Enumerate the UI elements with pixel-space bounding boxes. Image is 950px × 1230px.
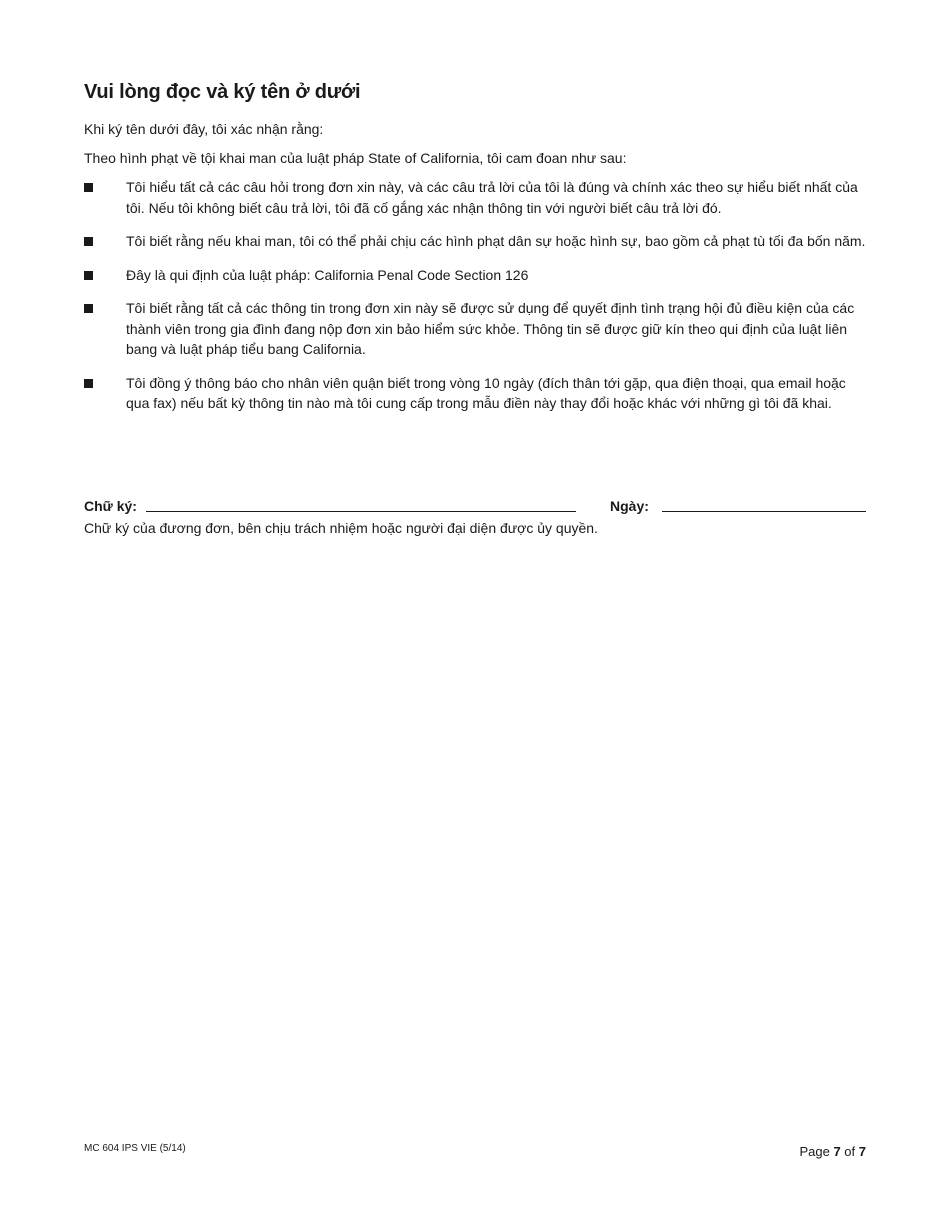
page-number xyxy=(799,1143,866,1161)
statement-item xyxy=(84,265,868,286)
square-bullet-icon xyxy=(84,183,93,192)
document-body xyxy=(84,78,868,427)
date-label: Ngày: xyxy=(610,498,649,514)
square-bullet-icon xyxy=(84,304,93,313)
statement-item xyxy=(84,298,868,360)
page-current: 7 xyxy=(833,1144,841,1159)
oath-text: Theo hình phạt về tội khai man của luật pháp State of California, tôi cam đoan như sau: xyxy=(84,150,627,166)
statement-text: Đây là qui định của luật pháp: California Penal Code Section 126 xyxy=(126,266,529,283)
statement-list xyxy=(84,177,868,414)
date-field[interactable] xyxy=(662,511,866,512)
signature-label: Chữ ký: xyxy=(84,498,137,514)
page-of: of xyxy=(840,1144,859,1159)
statement-text: Tôi biết rằng tất cả các thông tin trong đơn xin này sẽ được sử dụng để quyết định tình trạng hội đủ điều kiện của các thành viên trong gia đình đang nộp đơn xin bảo hiểm sức khỏe. Thông tin sẽ được giữ kín theo qui định của luật liên bang và luật pháp tiểu bang California. xyxy=(126,300,855,357)
statement-item xyxy=(84,373,868,414)
statement-text: Tôi hiểu tất cả các câu hỏi trong đơn xin này, và các câu trả lời của tôi là đúng và chính xác theo sự hiểu biết nhất của tôi. Nếu tôi không biết câu trả lời, tôi đã cố gắng xác nhận thông tin với người biết câu trả lời đó. xyxy=(126,179,858,216)
statement-text: Tôi đồng ý thông báo cho nhân viên quận biết trong vòng 10 ngày (đích thân tới gặp, qua điện thoại, qua email hoặc qua fax) nếu bất kỳ thông tin nào mà tôi cung cấp trong mẫu điền này thay đổi hoặc khác với những gì tôi đã khai. xyxy=(126,374,846,411)
square-bullet-icon xyxy=(84,271,93,280)
intro-text: Khi ký tên dưới đây, tôi xác nhận rằng: xyxy=(84,121,324,137)
page-title: Vui lòng đọc và ký tên ở dưới xyxy=(84,81,361,103)
statement-text: Tôi biết rằng nếu khai man, tôi có thể phải chịu các hình phạt dân sự hoặc hình sự, bao gồm cả phạt tù tối đa bốn năm. xyxy=(126,233,866,249)
statement-item xyxy=(84,177,868,218)
statement-item xyxy=(84,231,868,252)
square-bullet-icon xyxy=(84,379,93,388)
page-total: 7 xyxy=(858,1144,866,1159)
signature-caption: Chữ ký của đương đơn, bên chịu trách nhiệm hoặc người đại diện được ủy quyền. xyxy=(84,520,598,536)
signature-row xyxy=(84,496,866,516)
form-code: MC 604 IPS VIE (5/14) xyxy=(84,1143,186,1154)
page-prefix: Page xyxy=(799,1144,834,1159)
square-bullet-icon xyxy=(84,237,93,246)
signature-field[interactable] xyxy=(146,511,576,512)
